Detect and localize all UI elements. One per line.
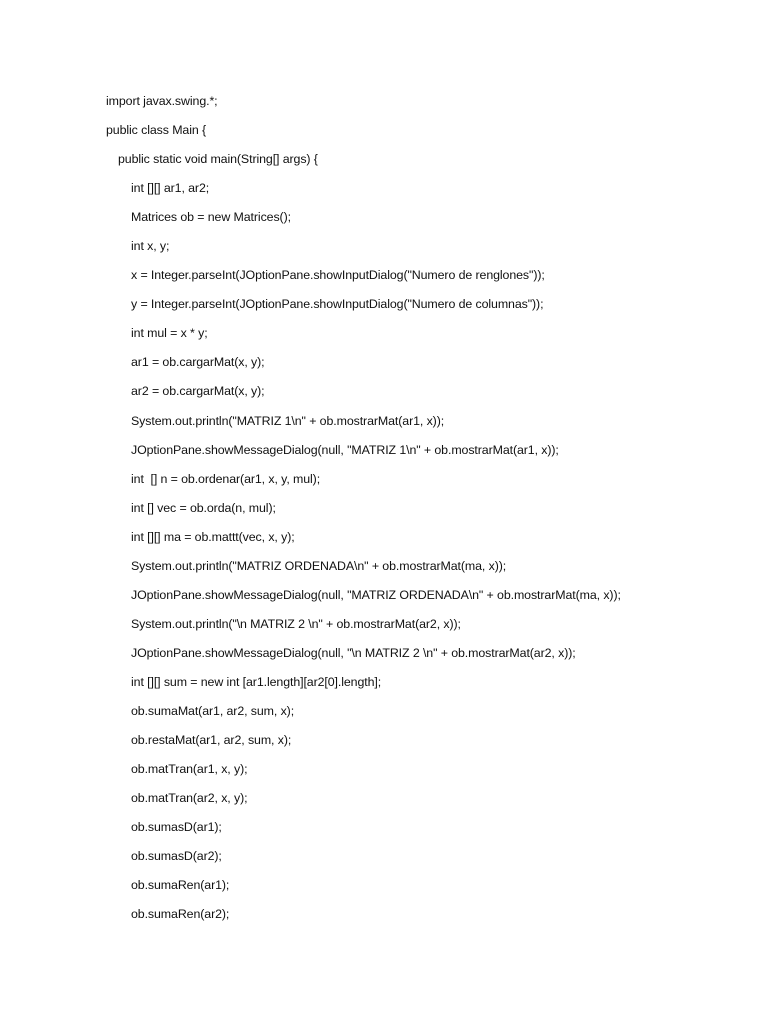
code-line: JOptionPane.showMessageDialog(null, "\n MATRIZ 2 \n" + ob.mostrarMat(ar2, x)); [131, 645, 576, 660]
code-line: public static void main(String[] args) { [118, 152, 318, 167]
code-line: JOptionPane.showMessageDialog(null, "MATRIZ ORDENADA\n" + ob.mostrarMat(ma, x)); [131, 587, 621, 602]
code-line: System.out.println("MATRIZ 1\n" + ob.mostrarMat(ar1, x)); [131, 413, 445, 428]
code-line: int [] n = ob.ordenar(ar1, x, y, mul); [131, 471, 321, 486]
code-line: ob.matTran(ar2, x, y); [131, 791, 248, 806]
code-line: Matrices ob = new Matrices(); [131, 210, 291, 225]
code-listing [0, 87, 768, 929]
code-line: System.out.println("\n MATRIZ 2 \n" + ob.mostrarMat(ar2, x)); [131, 616, 461, 631]
code-line: ob.sumaMat(ar1, ar2, sum, x); [131, 703, 295, 718]
code-line: ar2 = ob.cargarMat(x, y); [131, 384, 265, 399]
code-line: import javax.swing.*; [106, 94, 218, 108]
code-line: y = Integer.parseInt(JOptionPane.showInputDialog("Numero de columnas")); [131, 297, 544, 312]
code-line: ob.matTran(ar1, x, y); [131, 762, 248, 777]
code-line: int [][] ma = ob.mattt(vec, x, y); [131, 529, 295, 544]
code-line: int [][] sum = new int [ar1.length][ar2[0].length]; [131, 674, 382, 689]
code-line: ob.sumasD(ar2); [131, 849, 222, 864]
code-line: int [][] ar1, ar2; [131, 181, 210, 196]
code-line: int x, y; [131, 239, 170, 254]
code-line: int mul = x * y; [131, 326, 208, 341]
code-line: System.out.println("MATRIZ ORDENADA\n" + ob.mostrarMat(ma, x)); [131, 558, 507, 573]
code-line: x = Integer.parseInt(JOptionPane.showInputDialog("Numero de renglones")); [131, 268, 545, 283]
code-line: ob.restaMat(ar1, ar2, sum, x); [131, 733, 292, 748]
code-line: int [] vec = ob.orda(n, mul); [131, 500, 276, 515]
code-line: ob.sumaRen(ar2); [131, 907, 230, 922]
code-line: JOptionPane.showMessageDialog(null, "MATRIZ 1\n" + ob.mostrarMat(ar1, x)); [131, 442, 559, 457]
code-line: ob.sumasD(ar1); [131, 820, 222, 835]
code-line: ar1 = ob.cargarMat(x, y); [131, 355, 265, 370]
code-line: ob.sumaRen(ar1); [131, 878, 230, 893]
code-line: public class Main { [106, 123, 207, 138]
